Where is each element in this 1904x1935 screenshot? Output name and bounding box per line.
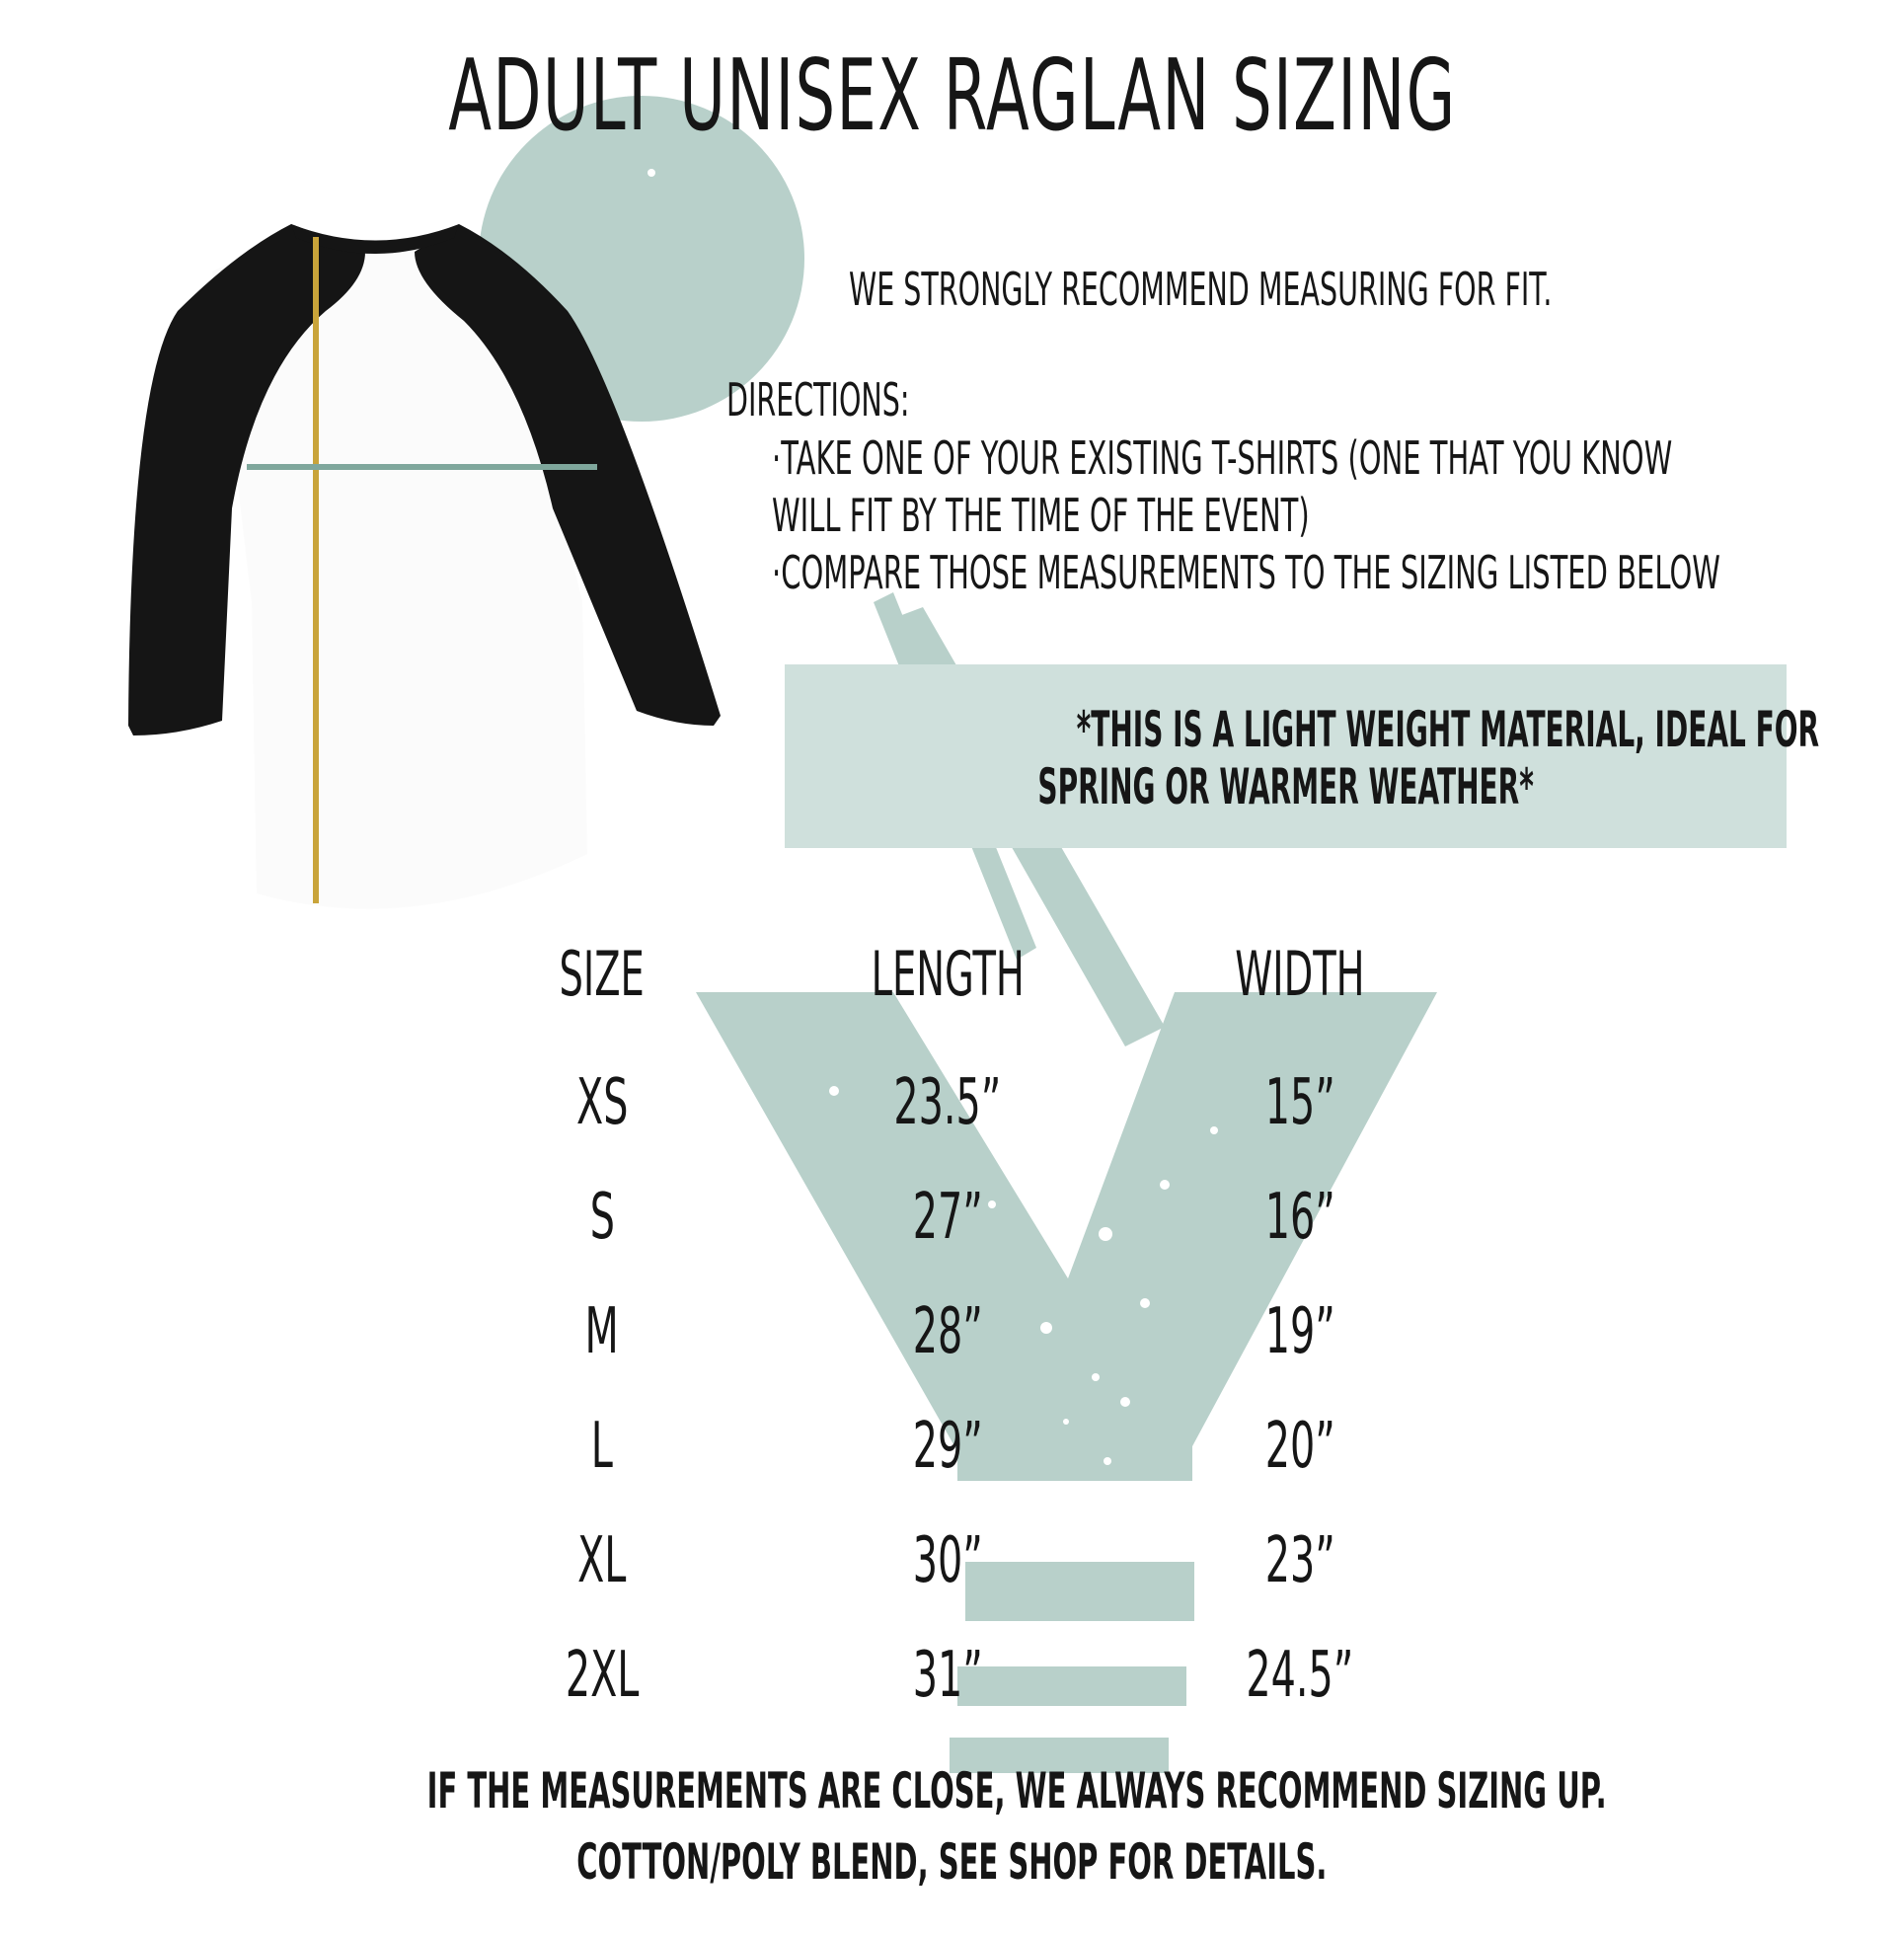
length-cell: 30” (912, 1524, 983, 1597)
column-header-width: WIDTH (1235, 938, 1365, 1010)
size-cell: XL (577, 1524, 627, 1597)
width-cell: 20” (1264, 1410, 1335, 1483)
size-cell: XS (575, 1066, 629, 1139)
size-cell: M (584, 1295, 620, 1368)
length-cell: 28” (912, 1295, 983, 1368)
raglan-shirt-icon (118, 212, 730, 943)
directions-line-2: WILL FIT BY THE TIME OF THE EVENT) (772, 489, 1310, 542)
length-cell: 27” (912, 1181, 983, 1254)
width-cell: 16” (1264, 1181, 1335, 1254)
page-title: ADULT UNISEX RAGLAN SIZING (447, 38, 1457, 153)
length-cell: 29” (912, 1410, 983, 1483)
footer-sizing-note: IF THE MEASUREMENTS ARE CLOSE, WE ALWAYS RECOMMEND SIZING UP. (426, 1762, 1607, 1819)
note-text: *THIS IS A LIGHT WEIGHT MATERIAL, IDEAL FOR SPRING OR WARMER WEATHER* (1037, 701, 1820, 815)
column-header-size: SIZE (559, 938, 646, 1010)
directions-line-3: ·COMPARE THOSE MEASUREMENTS TO THE SIZING LISTED BELOW (772, 546, 1720, 599)
width-cell: 15” (1264, 1066, 1335, 1139)
footer-material-note: COTTON/POLY BLEND, SEE SHOP FOR DETAILS. (576, 1833, 1328, 1891)
recommendation-text: WE STRONGLY RECOMMEND MEASURING FOR FIT. (849, 263, 1553, 316)
size-cell: S (589, 1181, 615, 1254)
width-cell: 23” (1264, 1524, 1335, 1597)
length-cell: 31” (912, 1639, 983, 1712)
width-cell: 19” (1264, 1295, 1335, 1368)
directions-line-1: ·TAKE ONE OF YOUR EXISTING T-SHIRTS (ONE THAT YOU KNOW (772, 431, 1673, 485)
width-cell: 24.5” (1246, 1639, 1354, 1712)
directions-heading: DIRECTIONS: (726, 373, 910, 426)
column-header-length: LENGTH (871, 938, 1025, 1010)
size-cell: 2XL (565, 1639, 640, 1712)
length-cell: 23.5” (893, 1066, 1002, 1139)
size-cell: L (590, 1410, 614, 1483)
